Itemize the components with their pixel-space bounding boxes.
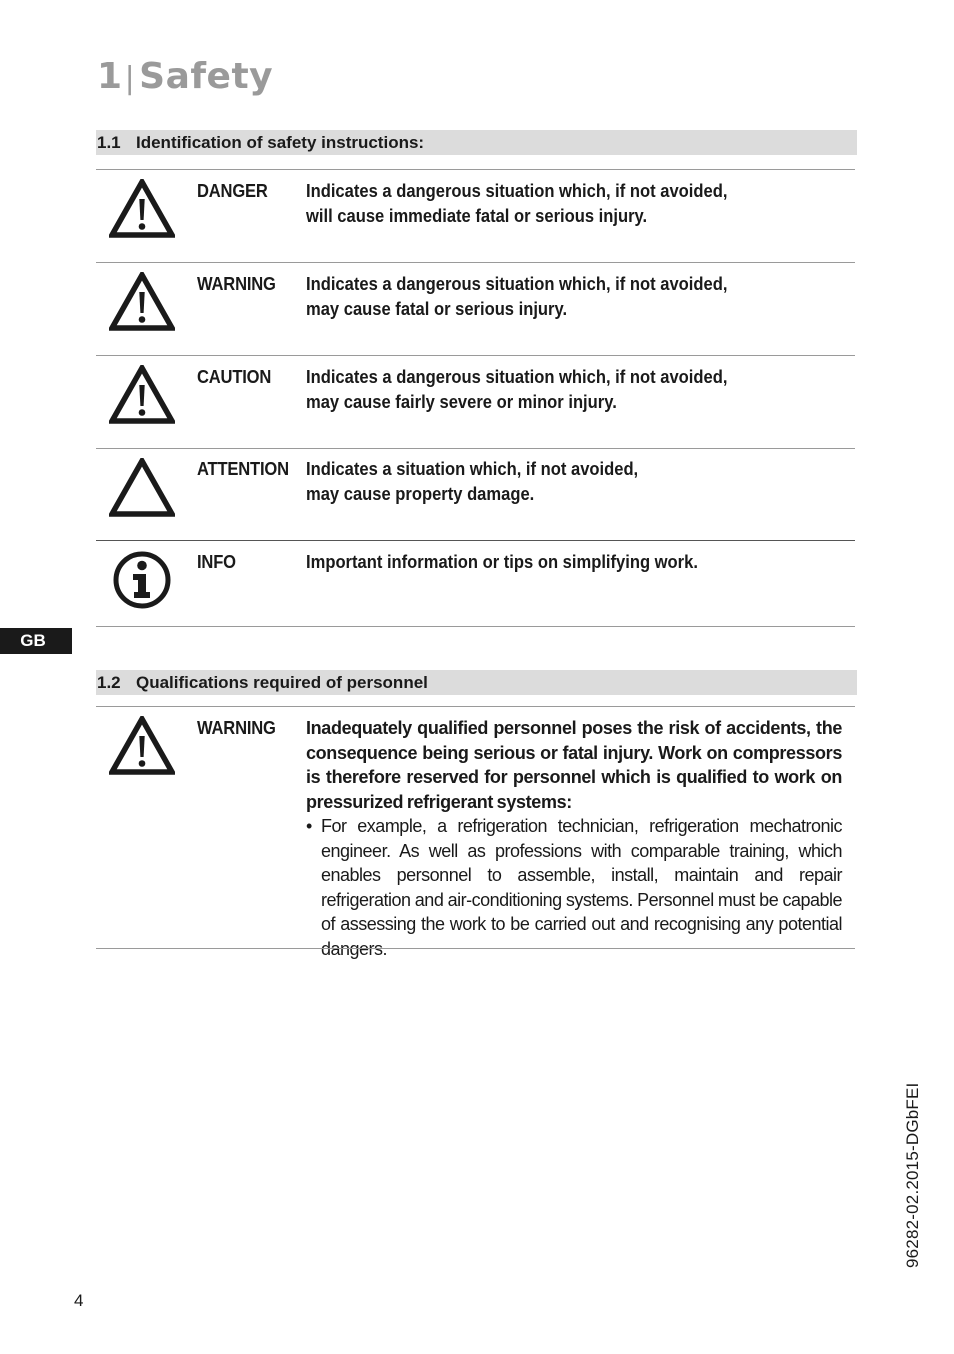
divider — [96, 706, 855, 707]
divider — [96, 448, 855, 449]
section-heading-1-2 — [96, 670, 857, 695]
chapter-separator: | — [124, 61, 136, 96]
info-circle-icon — [109, 550, 175, 610]
section-number: 1.2 — [97, 672, 121, 692]
description-line: Indicates a dangerous situation which, if not avoided, — [306, 181, 728, 201]
section-title: Qualifications required of personnel — [136, 672, 428, 692]
safety-label: ATTENTION — [197, 459, 289, 479]
divider — [96, 626, 855, 627]
bullet-item — [306, 814, 842, 961]
safety-description — [306, 457, 803, 507]
description-line: Indicates a dangerous situation which, if not avoided, — [306, 367, 728, 387]
divider — [96, 169, 855, 170]
safety-label: WARNING — [197, 274, 276, 294]
page-number: 4 — [74, 1291, 84, 1310]
chapter-number: 1 — [97, 56, 123, 97]
document-code: 96282-02.2015-DGbFEI — [903, 1082, 922, 1268]
empty-triangle-icon — [109, 458, 175, 518]
safety-label: INFO — [197, 552, 236, 572]
divider — [96, 948, 855, 949]
description-line: Indicates a dangerous situation which, if not avoided, — [306, 274, 728, 294]
safety-row-danger — [96, 179, 855, 249]
section-title: Identification of safety instructions: — [136, 132, 425, 152]
description-line: Indicates a situation which, if not avoided, — [306, 459, 639, 479]
safety-description — [306, 365, 803, 415]
qualification-warning-text: Inadequately qualified personnel poses the risk of accidents, the consequence being serious or fatal injury. Work on compressors is therefore reserved for personnel which is qualified to work on pressurized refrigerant systems: — [306, 718, 842, 812]
bullet-text: For example, a refrigeration technician, refrigeration mechatronic engineer. As well as professions with comparable training, which enables personnel to assemble, install, maintain and repair refrigeration and air-conditioning systems. Personnel must be capable of assessing the work to be carried out and recognising any potential dangers. — [321, 816, 842, 959]
divider — [96, 262, 855, 263]
safety-label: DANGER — [197, 181, 268, 201]
safety-label: WARNING — [197, 718, 276, 738]
warning-triangle-icon — [109, 179, 175, 239]
warning-triangle-icon — [109, 716, 175, 776]
chapter-title-text: Safety — [139, 56, 274, 97]
section-heading-1-1 — [96, 130, 857, 155]
description-line: may cause fairly severe or minor injury. — [306, 392, 617, 412]
warning-triangle-icon — [109, 272, 175, 332]
safety-row-info — [96, 550, 855, 620]
divider — [96, 355, 855, 356]
language-tab: GB — [0, 628, 72, 654]
description-line: may cause fatal or serious injury. — [306, 299, 568, 319]
safety-row-warning — [96, 272, 855, 342]
qualification-text — [306, 716, 842, 961]
safety-description — [306, 550, 803, 575]
warning-triangle-icon — [109, 365, 175, 425]
safety-description — [306, 272, 803, 322]
safety-row-caution — [96, 365, 855, 435]
divider — [96, 540, 855, 541]
bullet-marker: • — [306, 816, 313, 836]
description-line: Important information or tips on simplifying work. — [306, 552, 698, 572]
description-line: may cause property damage. — [306, 484, 535, 504]
safety-label: CAUTION — [197, 367, 272, 387]
safety-row-attention — [96, 457, 855, 527]
chapter-title — [97, 56, 273, 97]
description-line: will cause immediate fatal or serious injury. — [306, 206, 648, 226]
safety-description — [306, 179, 803, 229]
section-number: 1.1 — [97, 132, 121, 152]
